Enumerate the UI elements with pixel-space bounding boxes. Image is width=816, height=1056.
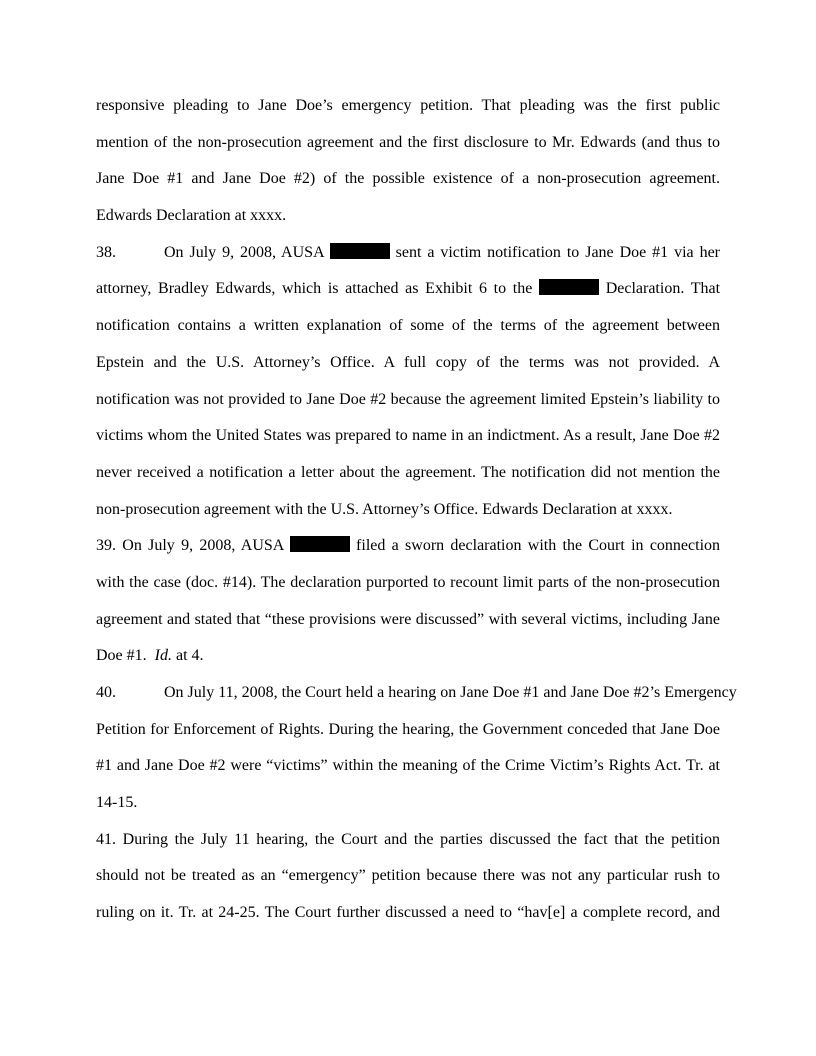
- text-line: mention of the non-prosecution agreement and the first disclosure to Mr. Edwards (and thus to: [96, 133, 720, 151]
- text-span: Declaration. That: [605, 280, 721, 298]
- text-span: sent a victim notification to Jane Doe #1 via her: [395, 243, 721, 261]
- text-span: attorney, Bradley Edwards, which is attached as Exhibit 6 to the: [96, 280, 533, 298]
- text-line: 41. During the July 11 hearing, the Court and the parties discussed the fact that the petition: [96, 830, 720, 848]
- text-line: responsive pleading to Jane Doe’s emergency petition. That pleading was the first public: [96, 97, 720, 114]
- paragraph-41: [96, 822, 720, 932]
- text-line: [96, 235, 720, 272]
- text-line: Petition for Enforcement of Rights. During the hearing, the Government conceded that Jane Doe: [96, 720, 720, 738]
- text-line: with the case (doc. #14). The declaration purported to recount limit parts of the non-prosecution: [96, 573, 720, 591]
- text-line: should not be treated as an “emergency” petition because there was not any particular rush to: [96, 867, 720, 885]
- text-span: filed a sworn declaration with the Court in connection: [356, 537, 721, 555]
- text-line: Jane Doe #1 and Jane Doe #2) of the possible existence of a non-prosecution agreement.: [96, 170, 720, 188]
- text-span: 39. On July 9, 2008, AUSA: [96, 537, 284, 555]
- text-span: On July 11, 2008, the Court held a hearing on Jane Doe #1 and Jane Doe #2’s Emergency: [164, 684, 737, 701]
- text-line: Edwards Declaration at xxxx.: [96, 207, 287, 225]
- text-line: Epstein and the U.S. Attorney’s Office. A full copy of the terms was not provided. A: [96, 353, 720, 371]
- paragraph-number: 40.: [96, 684, 116, 701]
- text-line: non-prosecution agreement with the U.S. Attorney’s Office. Edwards Declaration at xxxx.: [96, 500, 673, 518]
- text-line: victims whom the United States was prepared to name in an indictment. As a result, Jane Doe #2: [96, 427, 720, 445]
- citation-id: Id.: [154, 647, 172, 665]
- paragraph-40: [96, 675, 737, 822]
- text-line: [96, 638, 720, 675]
- text-line: [96, 528, 720, 565]
- redaction-block: [539, 279, 599, 295]
- text-span: Doe #1.: [96, 647, 147, 665]
- redaction-block: [290, 536, 350, 552]
- paragraph-39: [96, 528, 720, 675]
- text-line: notification was not provided to Jane Doe #2 because the agreement limited Epstein’s liability to: [96, 390, 720, 408]
- text-line: agreement and stated that “these provisions were discussed” with several victims, including Jane: [96, 610, 720, 628]
- text-line: #1 and Jane Doe #2 were “victims” within the meaning of the Crime Victim’s Rights Act. Tr. at: [96, 757, 720, 775]
- paragraph-37-continuation: [96, 88, 720, 235]
- text-span: On July 9, 2008, AUSA: [164, 243, 324, 261]
- text-line: ruling on it. Tr. at 24-25. The Court further discussed a need to “hav[e] a complete record, and: [96, 904, 720, 922]
- text-line: notification contains a written explanation of some of the terms of the agreement between: [96, 317, 720, 335]
- redaction-block: [330, 243, 390, 259]
- text-line: [96, 675, 737, 712]
- document-page: [96, 88, 737, 932]
- text-line: [96, 271, 720, 308]
- text-span: at 4.: [175, 647, 204, 665]
- text-line: never received a notification a letter about the agreement. The notification did not mention the: [96, 463, 720, 481]
- paragraph-38: [96, 235, 720, 529]
- paragraph-number: 38.: [96, 243, 116, 261]
- text-line: 14-15.: [96, 794, 138, 812]
